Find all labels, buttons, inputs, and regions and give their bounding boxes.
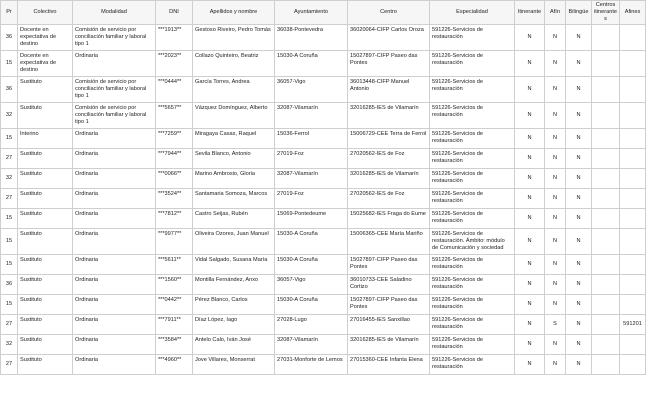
cell-afines: [620, 51, 646, 77]
table-row: [1, 77, 646, 103]
cell-pr: 15: [1, 209, 18, 229]
cell-centro: 15006365-CEE María Mariño: [348, 229, 430, 255]
cell-colectivo: Docente en expectativa de destino: [18, 25, 73, 51]
cell-especialidad: 591226-Servicios de restauración: [430, 275, 515, 295]
cell-afin: N: [545, 229, 566, 255]
cell-centro: 15025682-IES Fraga do Eume: [348, 209, 430, 229]
cell-dni: ***7812**: [156, 209, 193, 229]
cell-itinerante: N: [515, 335, 545, 355]
cell-itinerante: N: [515, 129, 545, 149]
cell-colectivo: Sustituto: [18, 355, 73, 375]
cell-dni: ***3524**: [156, 189, 193, 209]
cell-modalidad: Comisión de servicio por conciliación familiar y laboral tipo 1: [73, 77, 156, 103]
table-row: [1, 295, 646, 315]
table-row: [1, 275, 646, 295]
cell-afin: N: [545, 169, 566, 189]
header-row: [1, 1, 646, 25]
column-header-dni: DNI: [156, 1, 193, 25]
cell-centro: 15027897-CIFP Paseo das Pontes: [348, 295, 430, 315]
cell-dni: ***1560**: [156, 275, 193, 295]
cell-bilingue: N: [566, 129, 592, 149]
cell-especialidad: 591226-Servicios de restauración: [430, 103, 515, 129]
cell-itinerante: N: [515, 275, 545, 295]
cell-centros-itinerantes: [592, 25, 620, 51]
cell-centro: 36020064-CIFP Carlos Oroza: [348, 25, 430, 51]
table-row: [1, 335, 646, 355]
cell-afines: [620, 255, 646, 275]
cell-afin: S: [545, 315, 566, 335]
cell-especialidad: 591226-Servicios de restauración: [430, 335, 515, 355]
cell-bilingue: N: [566, 229, 592, 255]
cell-itinerante: N: [515, 25, 545, 51]
cell-centro: 15027897-CIFP Paseo das Pontes: [348, 51, 430, 77]
cell-bilingue: N: [566, 103, 592, 129]
cell-especialidad: 591226-Servicios de restauración. Ámbito: módulo de Comunicación y sociedad: [430, 229, 515, 255]
table-row: [1, 255, 646, 275]
cell-ayuntamiento: 32087-Vilamarín: [275, 169, 348, 189]
cell-pr: 27: [1, 355, 18, 375]
cell-pr: 27: [1, 149, 18, 169]
cell-afines: 591201: [620, 315, 646, 335]
cell-afin: N: [545, 355, 566, 375]
cell-dni: ***7944**: [156, 149, 193, 169]
cell-ayuntamiento: 15030-A Coruña: [275, 51, 348, 77]
cell-colectivo: Sustituto: [18, 169, 73, 189]
cell-ayuntamiento: 36057-Vigo: [275, 77, 348, 103]
cell-ayuntamiento: 32087-Vilamarín: [275, 335, 348, 355]
cell-modalidad: Ordinaria: [73, 229, 156, 255]
cell-apellidos-nombre: Sevila Blanco, Antonio: [193, 149, 275, 169]
cell-ayuntamiento: 36038-Pontevedra: [275, 25, 348, 51]
cell-pr: 15: [1, 255, 18, 275]
column-header-centro: Centro: [348, 1, 430, 25]
cell-especialidad: 591226-Servicios de restauración: [430, 209, 515, 229]
column-header-itinerante: Itinerante: [515, 1, 545, 25]
table-row: [1, 169, 646, 189]
cell-colectivo: Sustituto: [18, 315, 73, 335]
cell-apellidos-nombre: Collazo Quinteiro, Beatriz: [193, 51, 275, 77]
cell-apellidos-nombre: Castro Seijas, Rubén: [193, 209, 275, 229]
cell-centro: 15006729-CEE Terra de Ferrol: [348, 129, 430, 149]
column-header-apellidos-nombre: Apellidos y nombre: [193, 1, 275, 25]
table-row: [1, 25, 646, 51]
cell-especialidad: 591226-Servicios de restauración: [430, 315, 515, 335]
cell-modalidad: Comisión de servicio por conciliación familiar y laboral tipo 1: [73, 25, 156, 51]
cell-itinerante: N: [515, 51, 545, 77]
cell-afin: N: [545, 255, 566, 275]
table-row: [1, 189, 646, 209]
table-row: [1, 149, 646, 169]
cell-centros-itinerantes: [592, 355, 620, 375]
cell-modalidad: Ordinaria: [73, 255, 156, 275]
cell-pr: 15: [1, 129, 18, 149]
cell-modalidad: Ordinaria: [73, 129, 156, 149]
cell-afines: [620, 77, 646, 103]
cell-ayuntamiento: 15036-Ferrol: [275, 129, 348, 149]
cell-colectivo: Interino: [18, 129, 73, 149]
cell-apellidos-nombre: Miragaya Casas, Raquel: [193, 129, 275, 149]
cell-afines: [620, 25, 646, 51]
cell-modalidad: Ordinaria: [73, 315, 156, 335]
table-row: [1, 229, 646, 255]
cell-itinerante: N: [515, 77, 545, 103]
cell-centros-itinerantes: [592, 275, 620, 295]
column-header-modalidad: Modalidad: [73, 1, 156, 25]
cell-pr: 27: [1, 315, 18, 335]
cell-afines: [620, 295, 646, 315]
cell-bilingue: N: [566, 355, 592, 375]
cell-ayuntamiento: 32087-Vilamarín: [275, 103, 348, 129]
cell-afines: [620, 129, 646, 149]
cell-afin: N: [545, 25, 566, 51]
cell-bilingue: N: [566, 77, 592, 103]
cell-afin: N: [545, 77, 566, 103]
cell-apellidos-nombre: Santamaria Somoza, Marcos: [193, 189, 275, 209]
cell-bilingue: N: [566, 169, 592, 189]
cell-centro: 27015360-CEE Infanta Elena: [348, 355, 430, 375]
cell-afin: N: [545, 295, 566, 315]
cell-apellidos-nombre: Vázquez Domínguez, Alberto: [193, 103, 275, 129]
cell-bilingue: N: [566, 209, 592, 229]
cell-itinerante: N: [515, 209, 545, 229]
cell-colectivo: Sustituto: [18, 77, 73, 103]
cell-apellidos-nombre: Marino Ambrosio, Gloria: [193, 169, 275, 189]
column-header-afines: Afines: [620, 1, 646, 25]
table-row: [1, 103, 646, 129]
cell-afines: [620, 189, 646, 209]
cell-centros-itinerantes: [592, 149, 620, 169]
cell-colectivo: Sustituto: [18, 335, 73, 355]
cell-afin: N: [545, 51, 566, 77]
cell-pr: 15: [1, 51, 18, 77]
cell-bilingue: N: [566, 275, 592, 295]
cell-modalidad: Ordinaria: [73, 209, 156, 229]
cell-centro: 27020562-IES de Foz: [348, 149, 430, 169]
cell-ayuntamiento: 27019-Foz: [275, 189, 348, 209]
cell-ayuntamiento: 27028-Lugo: [275, 315, 348, 335]
cell-itinerante: N: [515, 355, 545, 375]
cell-especialidad: 591226-Servicios de restauración: [430, 25, 515, 51]
table-body: [1, 25, 646, 375]
cell-dni: ***5611**: [156, 255, 193, 275]
cell-itinerante: N: [515, 315, 545, 335]
cell-colectivo: Sustituto: [18, 275, 73, 295]
cell-itinerante: N: [515, 149, 545, 169]
cell-colectivo: Docente en expectativa de destino: [18, 51, 73, 77]
cell-ayuntamiento: 15030-A Coruña: [275, 295, 348, 315]
cell-afin: N: [545, 209, 566, 229]
cell-apellidos-nombre: Gestoso Riveiro, Pedro Tomás: [193, 25, 275, 51]
cell-modalidad: Ordinaria: [73, 335, 156, 355]
cell-centros-itinerantes: [592, 315, 620, 335]
cell-centros-itinerantes: [592, 189, 620, 209]
cell-ayuntamiento: 15069-Pontedeume: [275, 209, 348, 229]
cell-especialidad: 591226-Servicios de restauración: [430, 169, 515, 189]
cell-pr: 15: [1, 229, 18, 255]
cell-centros-itinerantes: [592, 51, 620, 77]
cell-itinerante: N: [515, 255, 545, 275]
cell-centros-itinerantes: [592, 103, 620, 129]
cell-bilingue: N: [566, 255, 592, 275]
cell-apellidos-nombre: Antelo Calo, Iván José: [193, 335, 275, 355]
cell-centros-itinerantes: [592, 335, 620, 355]
cell-afines: [620, 275, 646, 295]
cell-afines: [620, 209, 646, 229]
cell-modalidad: Ordinaria: [73, 51, 156, 77]
cell-modalidad: Ordinaria: [73, 149, 156, 169]
cell-pr: 32: [1, 335, 18, 355]
cell-centros-itinerantes: [592, 255, 620, 275]
cell-centros-itinerantes: [592, 129, 620, 149]
cell-centro: 15027897-CIFP Paseo das Pontes: [348, 255, 430, 275]
table-row: [1, 129, 646, 149]
cell-centro: 32016285-IES de Vilamarín: [348, 335, 430, 355]
cell-pr: 32: [1, 103, 18, 129]
cell-bilingue: N: [566, 335, 592, 355]
cell-modalidad: Ordinaria: [73, 189, 156, 209]
cell-apellidos-nombre: Pérez Blanco, Carlos: [193, 295, 275, 315]
table-row: [1, 51, 646, 77]
column-header-centros-itinerantes: Centros itinerantes: [592, 1, 620, 25]
cell-especialidad: 591226-Servicios de restauración: [430, 149, 515, 169]
cell-colectivo: Sustituto: [18, 149, 73, 169]
cell-ayuntamiento: 27019-Foz: [275, 149, 348, 169]
cell-modalidad: Ordinaria: [73, 275, 156, 295]
cell-dni: ***5657**: [156, 103, 193, 129]
cell-bilingue: N: [566, 295, 592, 315]
cell-centro: 36013448-CIFP Manuel Antonio: [348, 77, 430, 103]
cell-dni: ***0444**: [156, 77, 193, 103]
cell-afin: N: [545, 149, 566, 169]
cell-especialidad: 591226-Servicios de restauración: [430, 51, 515, 77]
cell-pr: 32: [1, 169, 18, 189]
table-row: [1, 209, 646, 229]
cell-dni: ***3584**: [156, 335, 193, 355]
cell-dni: ***9977**: [156, 229, 193, 255]
cell-centros-itinerantes: [592, 295, 620, 315]
cell-centro: 27016455-IES Sanxillao: [348, 315, 430, 335]
cell-afines: [620, 229, 646, 255]
cell-apellidos-nombre: García Torres, Andrea: [193, 77, 275, 103]
cell-afines: [620, 103, 646, 129]
cell-modalidad: Ordinaria: [73, 295, 156, 315]
cell-dni: ***1913**: [156, 25, 193, 51]
cell-centro: 36010733-CEE Saladino Cortizo: [348, 275, 430, 295]
cell-afines: [620, 335, 646, 355]
cell-bilingue: N: [566, 25, 592, 51]
table-row: [1, 315, 646, 335]
cell-pr: 27: [1, 189, 18, 209]
cell-itinerante: N: [515, 295, 545, 315]
cell-apellidos-nombre: Jove Villares, Monserrat: [193, 355, 275, 375]
table-row: [1, 355, 646, 375]
cell-bilingue: N: [566, 315, 592, 335]
cell-apellidos-nombre: Oliveira Ozores, Juan Manuel: [193, 229, 275, 255]
cell-colectivo: Sustituto: [18, 209, 73, 229]
column-header-ayuntamiento: Ayuntamiento: [275, 1, 348, 25]
cell-apellidos-nombre: Montilla Fernández, Anxo: [193, 275, 275, 295]
cell-itinerante: N: [515, 229, 545, 255]
cell-centros-itinerantes: [592, 209, 620, 229]
cell-dni: ***2023**: [156, 51, 193, 77]
cell-afines: [620, 169, 646, 189]
cell-bilingue: N: [566, 189, 592, 209]
cell-centro: 27020562-IES de Foz: [348, 189, 430, 209]
cell-pr: 36: [1, 25, 18, 51]
cell-pr: 36: [1, 77, 18, 103]
cell-especialidad: 591226-Servicios de restauración: [430, 129, 515, 149]
cell-especialidad: 591226-Servicios de restauración: [430, 77, 515, 103]
cell-centros-itinerantes: [592, 77, 620, 103]
cell-centros-itinerantes: [592, 169, 620, 189]
cell-dni: ***4960**: [156, 355, 193, 375]
cell-ayuntamiento: 27031-Monforte de Lemos: [275, 355, 348, 375]
cell-colectivo: Sustituto: [18, 189, 73, 209]
cell-especialidad: 591226-Servicios de restauración: [430, 295, 515, 315]
column-header-pr: Pr: [1, 1, 18, 25]
cell-afin: N: [545, 129, 566, 149]
cell-afin: N: [545, 103, 566, 129]
cell-especialidad: 591226-Servicios de restauración: [430, 255, 515, 275]
cell-itinerante: N: [515, 169, 545, 189]
cell-especialidad: 591226-Servicios de restauración: [430, 189, 515, 209]
cell-itinerante: N: [515, 189, 545, 209]
cell-modalidad: Comisión de servicio por conciliación familiar y laboral tipo 1: [73, 103, 156, 129]
cell-afin: N: [545, 335, 566, 355]
cell-apellidos-nombre: Vidal Salgado, Susana María: [193, 255, 275, 275]
cell-centro: 32016285-IES de Vilamarín: [348, 103, 430, 129]
cell-pr: 15: [1, 295, 18, 315]
cell-colectivo: Sustituto: [18, 255, 73, 275]
cell-dni: ***0066**: [156, 169, 193, 189]
cell-afines: [620, 355, 646, 375]
cell-especialidad: 591226-Servicios de restauración: [430, 355, 515, 375]
cell-ayuntamiento: 36057-Vigo: [275, 275, 348, 295]
cell-ayuntamiento: 15030-A Coruña: [275, 229, 348, 255]
cell-dni: ***7259**: [156, 129, 193, 149]
cell-modalidad: Ordinaria: [73, 355, 156, 375]
cell-pr: 36: [1, 275, 18, 295]
cell-ayuntamiento: 15030-A Coruña: [275, 255, 348, 275]
cell-colectivo: Sustituto: [18, 295, 73, 315]
cell-centros-itinerantes: [592, 229, 620, 255]
cell-afin: N: [545, 189, 566, 209]
cell-colectivo: Sustituto: [18, 103, 73, 129]
cell-centro: 32016285-IES de Vilamarín: [348, 169, 430, 189]
column-header-especialidad: Especialidad: [430, 1, 515, 25]
cell-afines: [620, 149, 646, 169]
column-header-bilingue: Bilingüe: [566, 1, 592, 25]
cell-modalidad: Ordinaria: [73, 169, 156, 189]
cell-apellidos-nombre: Díaz López, Iago: [193, 315, 275, 335]
cell-bilingue: N: [566, 51, 592, 77]
cell-dni: ***0442**: [156, 295, 193, 315]
column-header-afin: Afín: [545, 1, 566, 25]
cell-dni: ***7911**: [156, 315, 193, 335]
column-header-colectivo: Colectivo: [18, 1, 73, 25]
cell-itinerante: N: [515, 103, 545, 129]
cell-afin: N: [545, 275, 566, 295]
cell-colectivo: Sustituto: [18, 229, 73, 255]
cell-bilingue: N: [566, 149, 592, 169]
